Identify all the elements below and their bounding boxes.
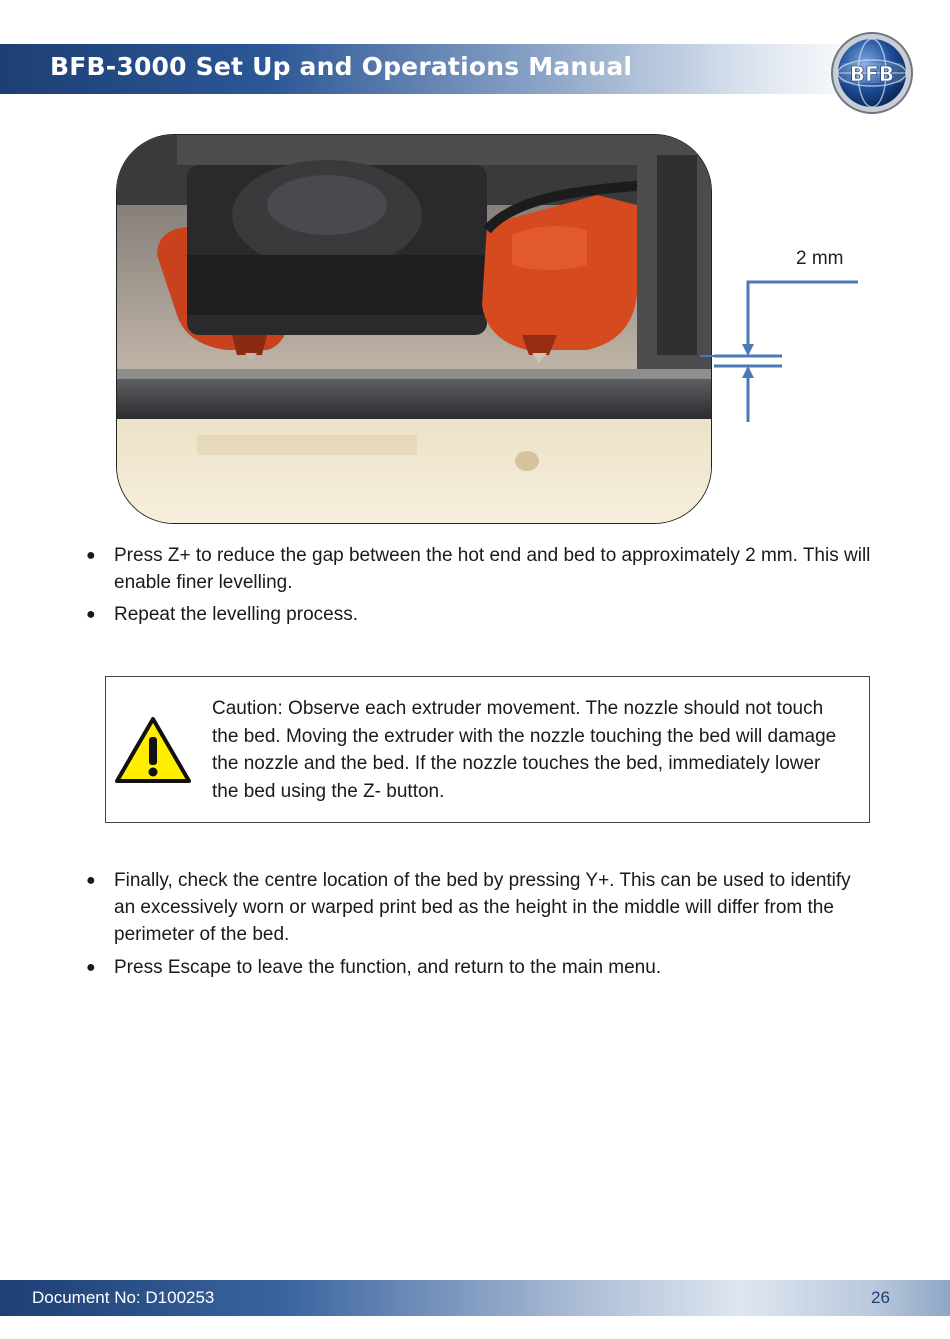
gap-dimension-lines bbox=[700, 270, 870, 430]
warning-triangle-icon bbox=[114, 715, 192, 785]
list-item-text: Press Escape to leave the function, and return to the main menu. bbox=[114, 957, 662, 978]
list-item bbox=[86, 867, 876, 948]
caution-text: Caution: Observe each extruder movement. The nozzle should not touch the bed. Moving the extruder with the nozzle touching the bed will damage the nozzle and the bed. If the nozzle touches the bed, immediately lower the bed using the Z- button. bbox=[212, 698, 837, 802]
bullet-icon: ● bbox=[86, 606, 96, 623]
bullet-icon: ● bbox=[86, 959, 96, 976]
bfb-logo bbox=[830, 31, 914, 115]
list-item-text: Repeat the levelling process. bbox=[114, 604, 358, 625]
list-item bbox=[86, 954, 876, 981]
logo-text: BFB bbox=[849, 62, 895, 86]
dimension-label: 2 mm bbox=[796, 248, 844, 269]
list-item-text: Press Z+ to reduce the gap between the hot end and bed to approximately 2 mm. This will enable finer levelling. bbox=[114, 545, 871, 593]
page-number: 26 bbox=[871, 1288, 890, 1307]
bullet-icon: ● bbox=[86, 872, 96, 889]
list-item-text: Finally, check the centre location of the bed by pressing Y+. This can be used to identify an excessively worn or warped print bed as the height in the middle will differ from the perimeter of the bed. bbox=[114, 870, 851, 945]
list-item bbox=[86, 601, 876, 628]
list-item bbox=[86, 542, 876, 596]
page-header-title: BFB-3000 Set Up and Operations Manual bbox=[50, 52, 633, 81]
caution-box bbox=[105, 676, 870, 823]
document-number: Document No: D100253 bbox=[32, 1288, 215, 1307]
bullet-icon: ● bbox=[86, 547, 96, 564]
extruder-photo bbox=[116, 134, 712, 524]
